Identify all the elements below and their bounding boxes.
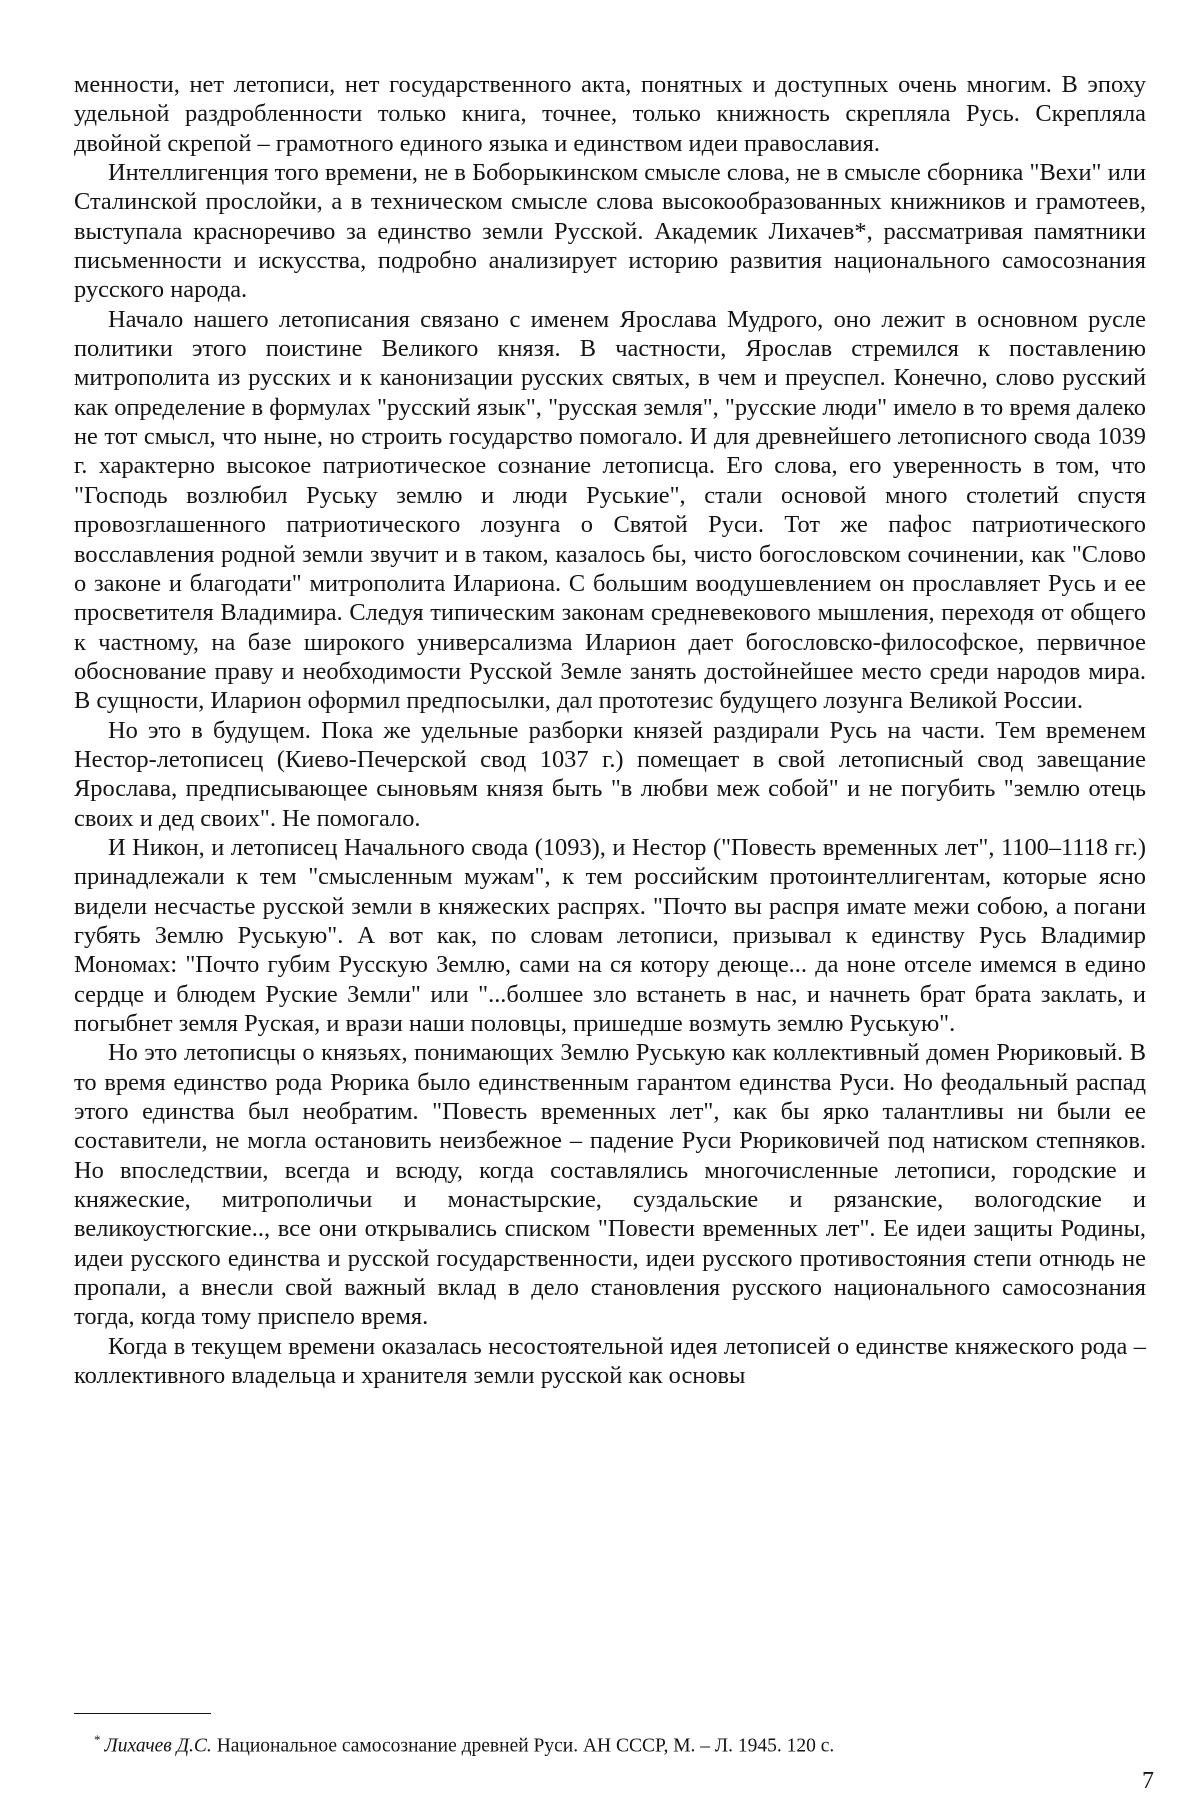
paragraph-continuation: менности, нет летописи, нет государственного акта, понятных и доступных очень многим. В эпоху удельной раздробленности только книга, точнее, только книжность скрепляла Русь. Скрепляла двойной скрепой – грамотного единого языка и единством идеи православия. [74, 71, 1146, 157]
footnote-mark: * [94, 1732, 101, 1747]
paragraph: Начало нашего летописания связано с именем Ярослава Мудрого, оно лежит в основном русле политики этого поистине Великого князя. В частности, Ярослав стремился к поставлению митрополита из русских и к канонизации русских святых, в чем и преуспел. Конечно, слово русский как определение в формулах "русский язык", "русская земля", "русские люди" имело в то время далеко не тот смысл, что ныне, но строить государство помогало. И для древнейшего летописного свода 1039 г. характерно высокое патриотическое сознание летописца. Его слова, его уверенность в том, что "Господь возлюбил Руську землю и люди Руськие", стали основой много столетий спустя провозглашенного патриотического лозунга о Святой Руси. Тот же пафос патриотического восславления родной земли звучит и в таком, казалось бы, чисто богословском сочинении, как "Слово о законе и благодати" митрополита Илариона. С большим воодушевлением он прославляет Русь и ее просветителя Владимира. Следуя типическим законам средневекового мышления, переходя от общего к частному, на базе широкого универсализма Иларион дает богословско-философское, первичное обоснование праву и необходимости Русской Земле занять достойнейшее место среди народов мира. В сущности, Иларион оформил предпосылки, дал прототезис будущего лозунга Великой России. [74, 305, 1146, 715]
paragraph: Когда в текущем времени оказалась несостоятельной идея летописей о единстве княжеского рода – коллективного владельца и хранителя земли русской как основы [74, 1332, 1146, 1390]
footnote-divider [74, 1713, 211, 1714]
page-number: 7 [1142, 1768, 1154, 1794]
footnote-text: Национальное самосознание древней Руси. АН СССР, М. – Л. 1945. 120 с. [216, 1735, 835, 1757]
footnote [94, 1728, 1134, 1759]
paragraph: Но это в будущем. Пока же удельные разборки князей раздирали Русь на части. Тем временем Нестор-летописец (Киево-Печерской свод 1037 г.) помещает в свой летописный свод завещание Ярослава, предписывающее сыновьям князя быть "в любви меж собой" и не погубить "землю отець своих и дед своих". Не помогало. [74, 716, 1146, 832]
paragraph: Интеллигенция того времени, не в Боборыкинском смысле слова, не в смысле сборника "Вехи" или Сталинской прослойки, а в техническом смысле слова высокообразованных книжников и грамотеев, выступала красноречиво за единство земли Русской. Академик Лихачев*, рассматривая памятники письменности и искусства, подробно анализирует историю развития национального самосознания русского народа. [74, 159, 1146, 304]
paragraph: И Никон, и летописец Начального свода (1093), и Нестор ("Повесть временных лет", 1100–1118 гг.) принадлежали к тем "смысленным мужам", к тем российским протоинтеллигентам, которые ясно видели несчастье русской земли в княжеских распрях. "Почто вы распря имате межи собою, а погани губять Землю Руськую". А вот как, по словам летописи, призывал к единству Русь Владимир Мономах: "Почто губим Русскую Землю, сами на ся котору деюще... да ноне отселе имемся в едино сердце и блюдем Руские Земли" или "...болшее зло встанеть в нас, и начнеть брат брата заклать, и погыбнет земля Руская, и врази наши половцы, пришедше возмуть землю Руськую". [74, 833, 1146, 1037]
paragraph: Но это летописцы о князьях, понимающих Землю Руськую как коллективный домен Рюриковый. В то время единство рода Рюрика было единственным гарантом единства Руси. Но феодальный распад этого единства был необратим. "Повесть временных лет", как бы ярко талантливы ни были ее составители, не могла остановить неизбежное – падение Руси Рюриковичей под натиском степняков. Но впоследствии, всегда и всюду, когда составлялись многочисленные летописи, городские и княжеские, митрополичьи и монастырские, суздальские и рязанские, вологодские и великоустюгские.., все они открывались списком "Повести временных лет". Ее идеи защиты Родины, идеи русского единства и русской государственности, идеи русского противостояния степи отнюдь не пропали, а внесли свой важный вклад в дело становления русского национального самосознания тогда, когда тому приспело время. [74, 1039, 1146, 1331]
main-text [74, 70, 1146, 1390]
footnote-author: Лихачев Д.С. [104, 1735, 212, 1757]
